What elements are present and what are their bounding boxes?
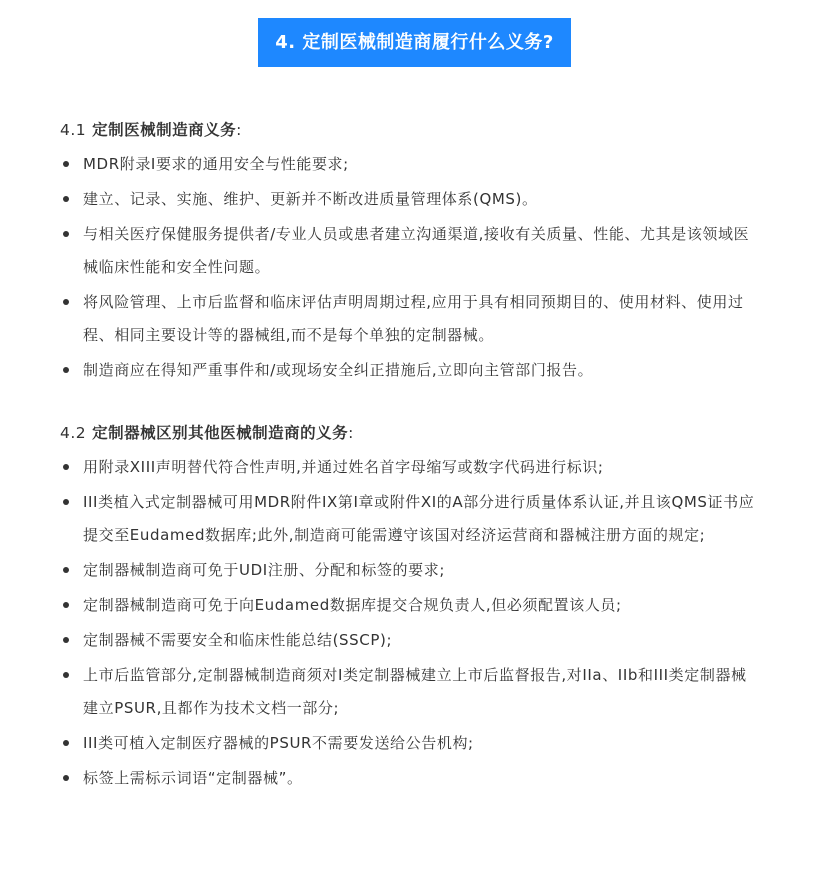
section-title: 4. 定制医械制造商履行什么义务? (258, 18, 571, 67)
list-item (60, 727, 760, 760)
list-item (60, 659, 760, 725)
list-item (60, 624, 760, 657)
bullet-icon (63, 464, 69, 470)
list-item-text: 定制器械不需要安全和临床性能总结(SSCP); (83, 631, 393, 649)
section-4-1 (60, 116, 760, 387)
list-item-text: III类植入式定制器械可用MDR附件IX第I章或附件XI的A部分进行质量体系认证,并且该QMS证书应提交至Eudamed数据库;此外,制造商可能需遵守该国对经济运营商和器械注册方面的规定; (83, 493, 755, 544)
list-item-text: 用附录XIII声明替代符合性声明,并通过姓名首字母缩写或数字代码进行标识; (83, 458, 604, 476)
section-heading-text: 定制器械区别其他医械制造商的义务 (92, 424, 349, 442)
title-banner-wrapper (0, 18, 829, 67)
list-item-text: 与相关医疗保健服务提供者/专业人员或患者建立沟通渠道,接收有关质量、性能、尤其是该领域医械临床性能和安全性问题。 (83, 225, 750, 276)
list-item (60, 218, 760, 284)
list-item-text: III类可植入定制医疗器械的PSUR不需要发送给公告机构; (83, 734, 474, 752)
obligation-list (60, 451, 760, 795)
bullet-icon (63, 299, 69, 305)
list-item (60, 589, 760, 622)
list-item-text: 将风险管理、上市后监督和临床评估声明周期过程,应用于具有相同预期目的、使用材料、使用过程、相同主要设计等的器械组,而不是每个单独的定制器械。 (83, 293, 744, 344)
list-item (60, 451, 760, 484)
obligation-list (60, 148, 760, 387)
bullet-icon (63, 672, 69, 678)
bullet-icon (63, 567, 69, 573)
list-item-text: 上市后监管部分,定制器械制造商须对I类定制器械建立上市后监督报告,对IIa、IIb和III类定制器械建立PSUR,且都作为技术文档一部分; (83, 666, 747, 717)
heading-colon: : (236, 121, 242, 139)
list-item (60, 183, 760, 216)
list-item (60, 286, 760, 352)
bullet-icon (63, 740, 69, 746)
list-item-text: 标签上需标示词语“定制器械”。 (83, 769, 303, 787)
list-item (60, 554, 760, 587)
bullet-icon (63, 196, 69, 202)
bullet-icon (63, 231, 69, 237)
section-heading-text: 定制医械制造商义务 (92, 121, 237, 139)
list-item (60, 354, 760, 387)
list-item-text: 定制器械制造商可免于向Eudamed数据库提交合规负责人,但必须配置该人员; (83, 596, 622, 614)
list-item-text: MDR附录I要求的通用安全与性能要求; (83, 155, 349, 173)
bullet-icon (63, 602, 69, 608)
section-number: 4.1 (60, 121, 87, 139)
heading-colon: : (348, 424, 354, 442)
list-item-text: 定制器械制造商可免于UDI注册、分配和标签的要求; (83, 561, 446, 579)
section-4-2 (60, 419, 760, 795)
section-number: 4.2 (60, 424, 87, 442)
section-heading (60, 116, 760, 144)
bullet-icon (63, 161, 69, 167)
article-body (60, 116, 760, 797)
section-heading (60, 419, 760, 447)
bullet-icon (63, 775, 69, 781)
bullet-icon (63, 367, 69, 373)
list-item-text: 建立、记录、实施、维护、更新并不断改进质量管理体系(QMS)。 (83, 190, 538, 208)
bullet-icon (63, 499, 69, 505)
bullet-icon (63, 637, 69, 643)
list-item (60, 762, 760, 795)
list-item (60, 148, 760, 181)
list-item-text: 制造商应在得知严重事件和/或现场安全纠正措施后,立即向主管部门报告。 (83, 361, 594, 379)
list-item (60, 486, 760, 552)
